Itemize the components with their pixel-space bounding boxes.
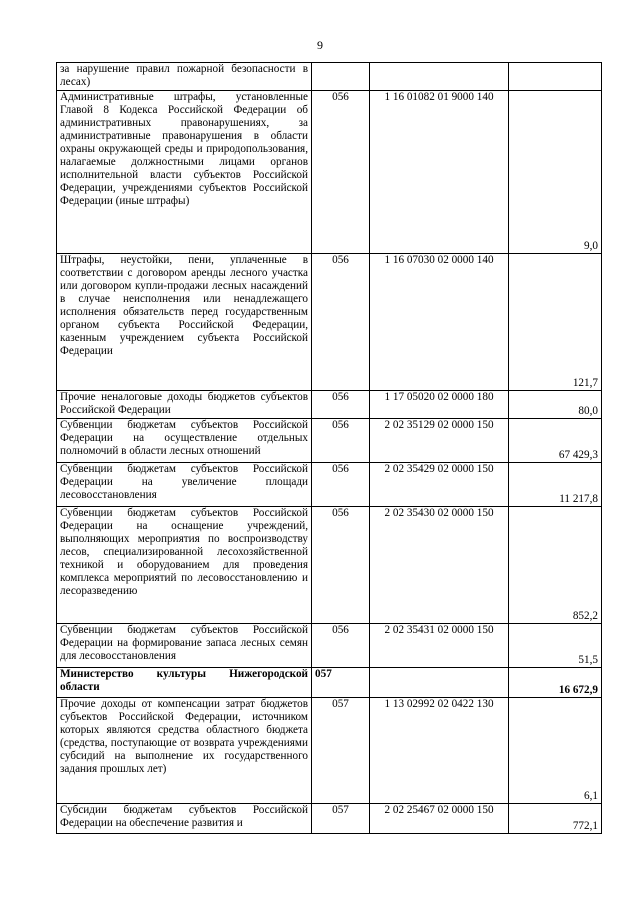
row-budget-code: 1 13 02992 02 0422 130 [370, 698, 509, 804]
row-name: Штрафы, неустойки, пени, уплаченные в соответствии с договором аренды лесного участка или договором купли-продажи лесных насаждений в случае неисполнения или ненадлежащего исполнения обязательств перед государственным органом субъекта Российской Федерации, казенным учреждением субъекта Российской Федерации [57, 254, 312, 391]
table-row [57, 804, 602, 834]
row-name: Субвенции бюджетам субъектов Российской Федерации на осуществление отдельных полномочий в области лесных отношений [57, 419, 312, 463]
table-row-ministry [57, 668, 602, 698]
table-row [57, 507, 602, 624]
row-sum: 852,2 [509, 507, 602, 624]
row-budget-code: 2 02 35129 02 0000 150 [370, 419, 509, 463]
table-row [57, 391, 602, 419]
row-admin-code: 056 [312, 419, 370, 463]
row-admin-code [312, 63, 370, 91]
row-name: Прочие неналоговые доходы бюджетов субъектов Российской Федерации [57, 391, 312, 419]
row-budget-code: 2 02 35431 02 0000 150 [370, 624, 509, 668]
row-sum: 9,0 [509, 91, 602, 254]
row-name: Субсидии бюджетам субъектов Российской Федерации на обеспечение развития и [57, 804, 312, 834]
row-name: Субвенции бюджетам субъектов Российской Федерации на увеличение площади лесовосстановления [57, 463, 312, 507]
row-sum: 67 429,3 [509, 419, 602, 463]
row-sum: 121,7 [509, 254, 602, 391]
row-name: Субвенции бюджетам субъектов Российской Федерации на формирование запаса лесных семян для лесовосстановления [57, 624, 312, 668]
row-sum: 6,1 [509, 698, 602, 804]
row-admin-code: 056 [312, 624, 370, 668]
row-name: Прочие доходы от компенсации затрат бюджетов субъектов Российской Федерации, источником которых являются средства областного бюджета (средства, поступающие от возврата учреждениями субсидий на выполнение их государственного задания прошлых лет) [57, 698, 312, 804]
revenue-table [56, 62, 602, 834]
row-sum: 772,1 [509, 804, 602, 834]
row-budget-code [370, 668, 509, 698]
ministry-admin-code: 057 [312, 668, 370, 698]
row-sum: 11 217,8 [509, 463, 602, 507]
table-row [57, 419, 602, 463]
row-admin-code: 057 [312, 698, 370, 804]
table-row [57, 463, 602, 507]
row-name: за нарушение правил пожарной безопасности в лесах) [57, 63, 312, 91]
row-admin-code: 056 [312, 507, 370, 624]
row-sum: 80,0 [509, 391, 602, 419]
row-budget-code: 1 16 01082 01 9000 140 [370, 91, 509, 254]
row-admin-code: 056 [312, 463, 370, 507]
row-budget-code [370, 63, 509, 91]
row-sum: 51,5 [509, 624, 602, 668]
row-admin-code: 056 [312, 391, 370, 419]
table-row [57, 63, 602, 91]
row-budget-code: 2 02 25467 02 0000 150 [370, 804, 509, 834]
table-row [57, 698, 602, 804]
row-sum [509, 63, 602, 91]
row-admin-code: 056 [312, 91, 370, 254]
row-budget-code: 2 02 35429 02 0000 150 [370, 463, 509, 507]
page-number: 9 [317, 38, 323, 52]
row-budget-code: 1 17 05020 02 0000 180 [370, 391, 509, 419]
table-row [57, 254, 602, 391]
row-admin-code: 056 [312, 254, 370, 391]
table-row [57, 624, 602, 668]
row-budget-code: 1 16 07030 02 0000 140 [370, 254, 509, 391]
row-name: Субвенции бюджетам субъектов Российской Федерации на оснащение учреждений, выполняющих мероприятия по воспроизводству лесов, специализированной лесохозяйственной техникой и оборудованием для проведения комплекса мероприятий по лесовосстановлению и лесоразведению [57, 507, 312, 624]
ministry-name: Министерство культуры Нижегородской области [57, 668, 312, 698]
row-admin-code: 057 [312, 804, 370, 834]
table-row [57, 91, 602, 254]
row-name: Административные штрафы, установленные Главой 8 Кодекса Российской Федерации об административных правонарушениях, за административные правонарушения в области охраны окружающей среды и природопользования, налагаемые должностными лицами органов исполнительной власти субъектов Российской Федерации, учреждениями субъектов Российской Федерации (иные штрафы) [57, 91, 312, 254]
ministry-total: 16 672,9 [509, 668, 602, 698]
row-budget-code: 2 02 35430 02 0000 150 [370, 507, 509, 624]
